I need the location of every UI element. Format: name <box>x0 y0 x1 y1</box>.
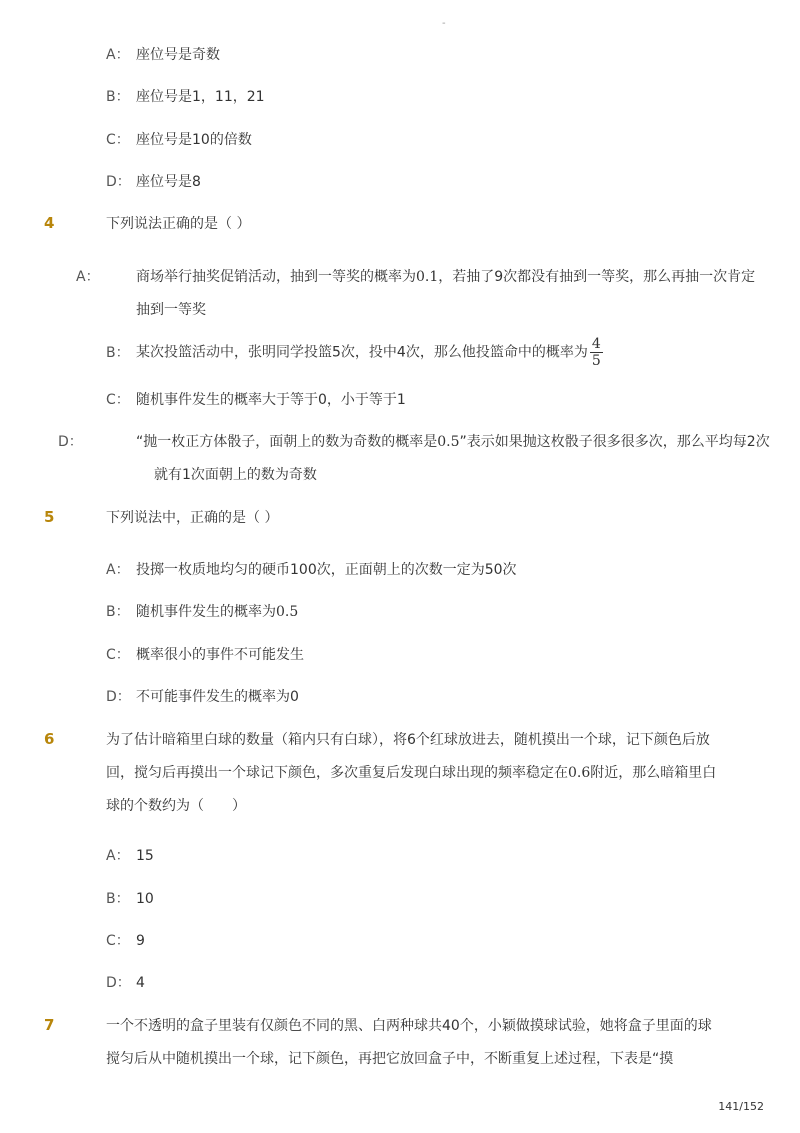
option-label: B： <box>106 891 130 907</box>
q6-option-d[interactable] <box>106 967 726 1000</box>
stem-text: 为了估计暗箱里白球的数量（箱内只有白球），将6个红球放进去，随机摸出一个球，记下颜色后放回，搅匀后再摸出一个球记下颜色，多次重复后发现白球出现的频率稳定在 <box>106 732 710 781</box>
page-number: 141/152 <box>718 1100 764 1113</box>
q5-option-a[interactable] <box>106 554 726 587</box>
q6-option-c[interactable] <box>106 925 726 958</box>
option-text: 概率很小的事件不可能发生 <box>136 647 304 663</box>
option-text: 投掷一枚质地均匀的硬币100次，正面朝上的次数一定为50次 <box>136 562 517 578</box>
option-value: 0.1 <box>416 269 439 285</box>
stem-text-after: 附近，那么暗箱里白球的个数约为（ ） <box>106 765 717 814</box>
fraction-numerator: 4 <box>591 336 601 352</box>
option-text: 座位号是10的倍数 <box>136 132 252 148</box>
q5-option-b[interactable] <box>106 596 726 629</box>
option-text: 随机事件发生的概率大于等于0，小于等于1 <box>136 392 406 408</box>
option-label: D： <box>106 975 131 991</box>
question-number-7: 7 <box>44 1016 55 1034</box>
fraction <box>590 336 603 369</box>
option-label: C： <box>106 933 130 949</box>
option-text: 4 <box>136 975 145 991</box>
q4-option-a[interactable] <box>76 261 756 327</box>
option-text: 商场举行抽奖促销活动，抽到一等奖的概率为 <box>136 269 416 285</box>
q4-option-c[interactable] <box>106 384 726 417</box>
q3-option-b[interactable] <box>106 81 726 114</box>
option-label: D： <box>106 689 131 705</box>
stem-value: 0.6 <box>568 765 591 781</box>
option-label: A： <box>76 269 100 285</box>
option-text: 座位号是奇数 <box>136 47 220 63</box>
question-number-4: 4 <box>44 214 55 232</box>
q6-option-a[interactable] <box>106 840 726 873</box>
question-5-stem: 下列说法中，正确的是（ ） <box>106 510 279 526</box>
option-label: C： <box>106 132 130 148</box>
option-label: A： <box>106 848 130 864</box>
q4-option-d[interactable] <box>58 426 774 492</box>
option-label: B： <box>106 89 130 105</box>
option-label: D： <box>58 434 83 450</box>
question-7-stem: 一个不透明的盒子里装有仅颜色不同的黑、白两种球共40个，小颖做摸球试验，她将盒子里面的球搅匀后从中随机摸出一个球，记下颜色，再把它放回盒子中，不断重复上述过程，下表是“摸 <box>106 1018 712 1067</box>
option-text-after: ，若抽了9次都没有抽到一等奖，那么再抽一次肯定抽到一等奖 <box>136 269 756 318</box>
q3-option-a[interactable] <box>106 39 726 72</box>
option-label: B： <box>106 604 130 620</box>
q6-option-b[interactable] <box>106 883 726 916</box>
option-text: 某次投篮活动中，张明同学投篮5次，投中4次，那么他投篮命中的概率为 <box>136 344 588 361</box>
option-label: C： <box>106 647 130 663</box>
option-text-after: ”表示如果抛这枚骰子很多很多次，那么平均每2次就有1次面朝上的数为奇数 <box>154 434 770 483</box>
option-text: 15 <box>136 848 154 864</box>
option-text: 10 <box>136 891 154 907</box>
option-label: A： <box>106 47 130 63</box>
option-text: 随机事件发生的概率为 <box>136 604 276 620</box>
option-label: A： <box>106 562 130 578</box>
option-text: 座位号是8 <box>136 174 201 190</box>
option-value: 0.5 <box>276 604 299 620</box>
q5-option-c[interactable] <box>106 639 726 672</box>
option-text: 9 <box>136 933 145 949</box>
option-label: C： <box>106 392 130 408</box>
option-text: 座位号是1，11，21 <box>136 89 265 105</box>
option-text: 不可能事件发生的概率为0 <box>136 689 299 705</box>
option-label: B： <box>106 344 130 361</box>
question-4-stem: 下列说法正确的是（ ） <box>106 216 251 232</box>
q3-option-c[interactable] <box>106 124 726 157</box>
question-number-5: 5 <box>44 508 55 526</box>
option-text: “抛一枚正方体骰子，面朝上的数为奇数的概率是 <box>136 434 438 450</box>
q4-option-b[interactable] <box>106 336 726 370</box>
q3-option-d[interactable] <box>106 166 726 199</box>
option-label: D： <box>106 174 131 190</box>
page-top-mark: - <box>442 18 446 29</box>
option-value: 0.5 <box>437 434 460 450</box>
q5-option-d[interactable] <box>106 681 726 714</box>
question-number-6: 6 <box>44 730 55 748</box>
fraction-denominator: 5 <box>591 353 601 369</box>
question-6-stem <box>106 724 718 823</box>
